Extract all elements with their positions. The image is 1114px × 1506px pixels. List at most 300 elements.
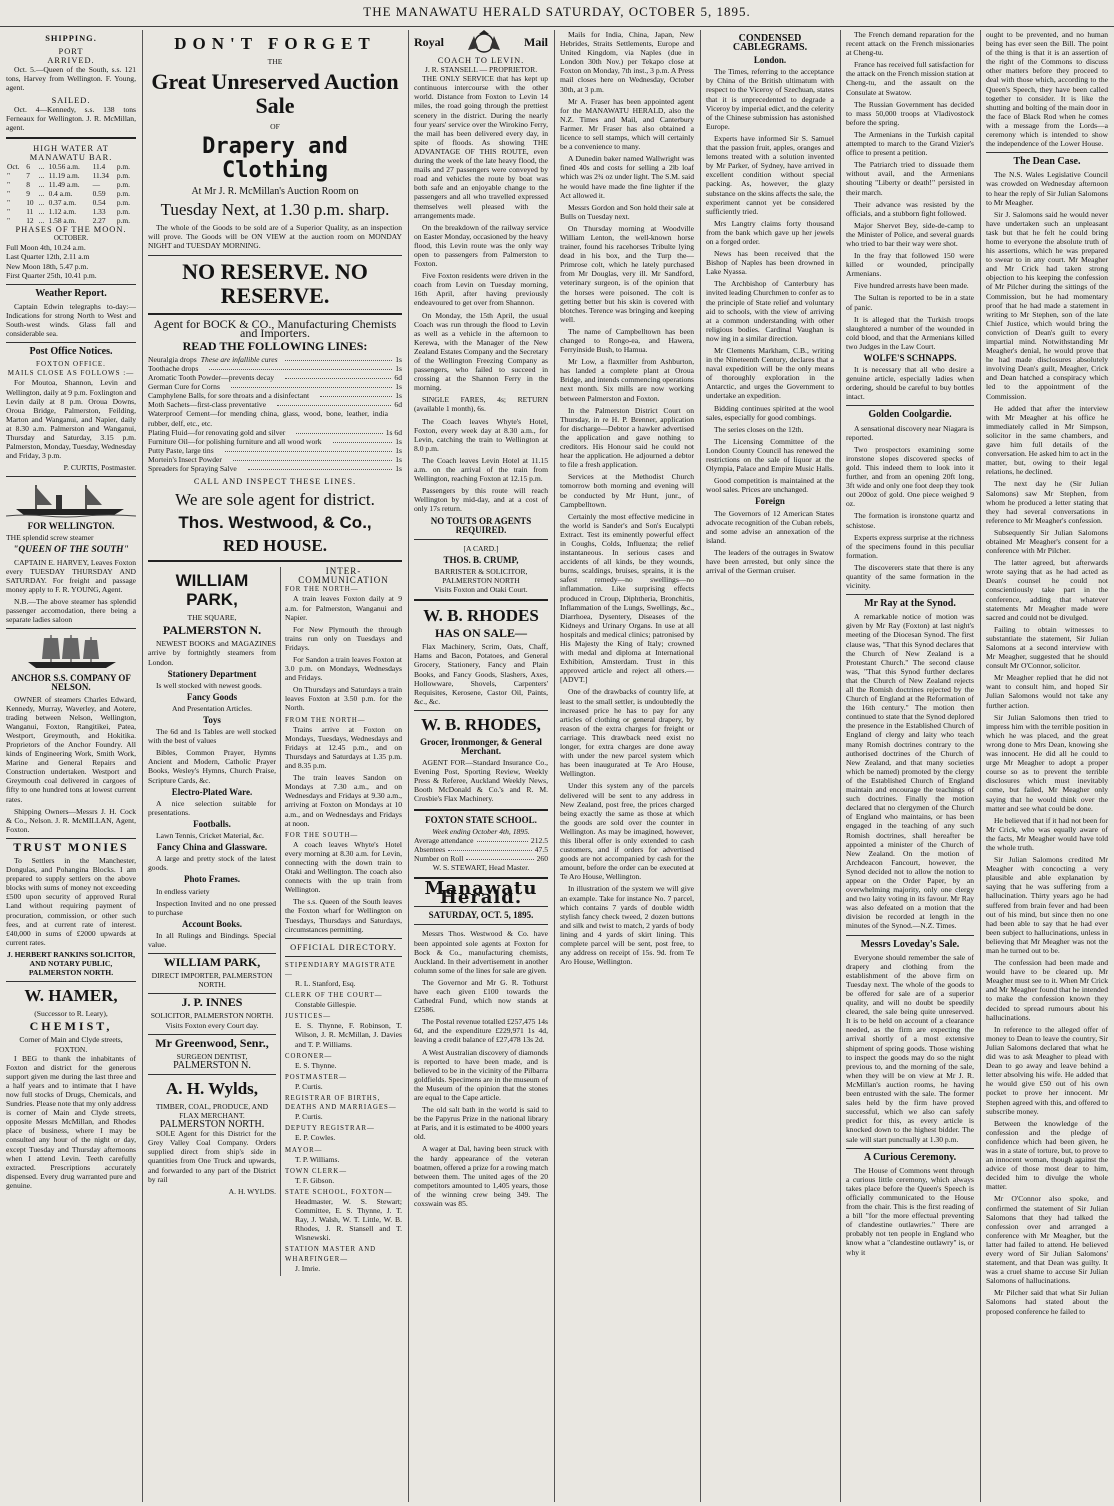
moon-line: Last Quarter 12th, 2.11 a.m [6, 252, 90, 262]
school-label: Average attendance [414, 835, 474, 845]
coach-leave-2: The Coach leaves Levin Hotel at 11.15 a.m. on the arrival of the train from Wellington, reaching Foxton at 12.15 p.m. [414, 455, 548, 484]
product-name: Moth Sachets—first-class preventative [148, 400, 267, 410]
north-2: For New Plymouth the through trains run only on Tuesdays and Fridays. [285, 624, 402, 652]
account-text: In all Rulings and Bindings. Special value. [148, 930, 276, 949]
dont-forget: DON'T FORGET [174, 34, 376, 53]
product-name: Toothache drops [148, 363, 199, 373]
product-line [148, 355, 402, 364]
editorial-2: The Governor and Mr G. R. Tothurst have each given £100 towards the Cathedral Fund, which now stands at £2586. [414, 977, 548, 1015]
product-price: 1s [395, 436, 402, 446]
foreign-12: The Sultan is reported to be in a state of panic. [846, 293, 974, 312]
mail-text-2: On the breakdown of the railway service on Easter Monday, occasioned by the heavy flood, this Levin route was the only way open to passengers from Palmerston to Foxton. [414, 222, 548, 269]
auction-whole: The whole of the Goods to be sold are of a Superior Quality, as an inspection will prove. The Goods will be ON VIEW at the auction room on MONDAY NIGHT and TUESDAY MORNING. [148, 223, 402, 251]
foreign-11: Five hundred arrests have been made. [854, 281, 969, 291]
product-price: 1s 6d [385, 427, 402, 437]
news-8: In the Palmerston District Court on Thursday, in re H. P. Brenner, application for discharge—Debtor a hawker advertised the application and gave nothing to creditors. His Honour said he could not hear the application. He adjourned a debtor to file a fresh application. [560, 405, 694, 470]
cable-location: London. [753, 55, 787, 66]
wylds-text: SOLE Agent for this District for the Grey Valley Coal Company. Orders supplied direct from ship's side in quantities from One Truck and upwards, and forwarded to any part of the District by rail [148, 1129, 276, 1184]
south-2: The s.s. Queen of the South leaves the Foxton wharf for Wellington on Tuesdays, Thursdays and Saturdays, circumstances permitting. [285, 897, 402, 934]
loveday-text: Everyone should remember the sale of drapery and clothing from the establishment of the above firm on Tuesday next. The whole of the goods to be offered for sale are of a superior quality, and will no doubt be speedily cleared, the sale being quite unreserved. It is to be held on account of a clearance needed, as the firm are expecting the arrival shortly of a most extensive shipment of spring goods. Those wishing to inspect the goods may do so the night previous to, and the morning of the sale, when they will be on view at Mr J. R. McMillan's auction rooms, he having been entrusted with the sale. The former sales held by the firm have proved successful, which we also can safely predict for this, as every article is knocked down to the highest bidder. The sale will start punctually at 1.30 p.m. [846, 952, 974, 1144]
gold-title: Golden Coolgardie. [868, 409, 952, 421]
sailing-1: Oct. 4—Kennedy, s.s. 138 tons Ferneaux for Wellington. J. R. McMillan, agent. [6, 104, 136, 132]
electro-title: Electro-Plated Ware. [171, 786, 253, 797]
tide-cell: 11.49 a.m. [48, 180, 80, 190]
arrival-1: Oct. 5.—Queen of the South, s.s. 121 tons, Harvey from Wellington. F. Young, agent. [6, 65, 136, 93]
tide-cell: 9 [26, 189, 30, 199]
tide-table [6, 162, 136, 225]
directory-value: Headmaster, W. S. Stewart; Committee, E. S. Thynne, J. T. Ray, J. Walsh, W. T. Little, W. B. Rhodes, J. R. Stansell and T. Wisnewski. [295, 1196, 402, 1243]
greenwood-title: Mr Greenwood, Senr., [155, 1035, 269, 1050]
cable-5: The Archbishop of Canterbury has invited leading Churchmen to confer as to the principle of State relief and voluntary aid to schools, with the view of arriving at a common understanding with other religious bodies. Cardinal Vaughan is now ing in a similar direction. [706, 279, 834, 343]
news-1: Mails for India, China, Japan, New Hebrides, Straits Settlements, Europe and United Kingdom, via Naples (due in London 30th Nov.) per Tekapo close at Foxton on Monday, 7th inst., 3 p.m. A Press mail closes here on Wednesday, October 30th, at 3 p.m. [560, 30, 694, 94]
school-value: 212.5 [530, 835, 548, 845]
tide-cell: 10.56 a.m. [48, 162, 80, 172]
park-news: NEWEST BOOKS and MAGAZINES arrive by fortnightly steamers from London. [148, 639, 276, 667]
tide-cell: " [7, 171, 11, 181]
coach-leave-3: Passengers by this route will reach Wellington by mid-day, and at a cost of only 17s return. [414, 486, 548, 514]
mail-text-1: THE ONLY SERVICE that has kept up continuous intercourse with the other world. Distance from Foxton to Levin 14 miles, the road going through the prettiest scenery in the district. During the nearly four years' service over the Wirokino Ferry, the mail has been delivered every day, in spite of floods. As showing THE ADVANTAGE OF THIS ROUTE, even during the week of the late heavy flood, the mails and 27 passengers were conveyed by road and vehicles the route by boat was both safe and an enjoyable change to the passengers and all who travelled expressed themselves well pleased with the arrangements made. [414, 74, 548, 220]
sailed-label: SAILED. [51, 95, 91, 105]
fares: SINGLE FARES, 4s; RETURN (available 1 month), 6s. [414, 395, 548, 414]
red-house: RED HOUSE. [223, 536, 327, 556]
product-price: 1s [395, 445, 402, 455]
leader-dots [225, 446, 393, 452]
tide-cell: ... [38, 189, 45, 199]
moon-line: Full Moon 4th, 10.24 a.m. [6, 243, 86, 253]
curious-cont: ought to be prevented, and no human being has ever seen the Bill. The point of the thing is that it is an assertion of the right of the Commons to discuss other matters before they proceed to deal with those which, according to the Queen's Speech, they have been called together to consider. It is like the shutting and bolting of the main door in the face of Black Rod when he comes with a message from the Lords—a ceremony which is intended to show the independence of the Lower House. [986, 30, 1108, 149]
innes-title: J. P. INNES [181, 995, 243, 1010]
wellington-title: FOR WELLINGTON. [27, 521, 115, 532]
shipping-title: SHIPPING. [45, 34, 97, 43]
dean-1: The N.S. Wales Legislative Council was crowded on Wednesday afternoon to hear the reply of Sir Julian Salomons to Mr Meagher. [986, 170, 1108, 207]
dean-8: Mr Meagher replied that he did not want to consult him, and hoped Sir Julian Salomons would not take any further action. [986, 673, 1108, 710]
fancy-sub: And Presentation Articles. [172, 703, 252, 713]
tide-cell: 2.27 [92, 216, 106, 226]
product-line [148, 400, 402, 409]
editorial-4: A West Australian discovery of diamonds is reported to have been made, and is believed to be in the vicinity of the Pilbarra goldfields. Specimens are in the museum of the Museum of the opinion that the stones are equal to the Cape article. [414, 1047, 549, 1102]
school-sign: W. S. STEWART, Head Master. [432, 863, 530, 873]
product-name: Plating Fluid—for renovating gold and silver [148, 427, 286, 437]
gold-3: The formation is ironstone quartz and schistose. [846, 511, 974, 530]
tide-cell: ... [38, 162, 45, 172]
directory-value: E. S. Thynne, F. Robinson, T. Wilson, J. R. McMillan, J. Davies and T. P. Williams. [295, 1021, 402, 1049]
foreign-10: In the fray that followed 150 were killed or wounded, principally Armenians. [846, 251, 974, 279]
curious-text: The House of Commons went through a curious little ceremony, which always takes place before the Queen's Speech is officially communicated to the House from the chair. This is the first reading of a bill "for the more effectual preventing of clandestine outlawries." There are probably not ten people in England who know what a "clandestine outlawry" is, or why it [846, 1165, 974, 1257]
directory-value: J. Imrie. [295, 1263, 321, 1273]
tide-cell: 6 [26, 162, 30, 172]
leader-dots [320, 391, 392, 397]
stationery-text: Is well stocked with newest goods. [156, 680, 262, 690]
dean-3: He added that after the interview with Mr Meagher at his office he immediately called in Mr Simpson, solicitor in the same chambers, and gave him full details of the conversation. He asked him to act in the matter, but, owing to their legal relations, he declined. [986, 403, 1108, 477]
bock-lines [148, 355, 402, 473]
innes-sub: SOLICITOR, PALMERSTON NORTH. Visits Foxton every Court day. [150, 1011, 274, 1030]
tide-cell: 0.4 a.m. [48, 189, 73, 199]
photo-text: In endless variety [156, 886, 210, 896]
cable-7: Bidding continues spirited at the wool sales, especially for good combings. [706, 403, 834, 422]
directory-heading: TOWN CLERK— [285, 1167, 348, 1175]
product-name: Camphylene Balls, for sore throats and a disinfectant [148, 391, 310, 401]
wylds-loc: PALMERSTON NORTH. [159, 1119, 265, 1131]
westwood-name: Thos. Westwood, & Co., [178, 513, 372, 533]
column-5 [556, 30, 698, 1502]
cable-4: News has been received that the Bishop of Naples has been drowned in Lake Nyassa. [706, 249, 834, 277]
tide-cell: p.m. [116, 216, 131, 226]
read-lines: READ THE FOLLOWING LINES: [182, 338, 368, 353]
leader-dots [285, 373, 391, 379]
herald-date: SATURDAY, OCT. 5, 1895. [428, 910, 534, 921]
bock-agent: Agent for BOCK & CO., Manufacturing Chemists and Importers. [153, 316, 397, 340]
park2-title: WILLIAM PARK, [163, 955, 261, 970]
product-price: 1s [395, 382, 402, 392]
foreign-7: The Patriarch tried to dissuade them without avail, and the Armenians shouting "Liberty or death!" persisted in their march. [846, 160, 974, 197]
park-title: WILLIAM PARK, [175, 571, 249, 610]
product-line [148, 428, 402, 437]
tide-cell: 1.58 a.m. [48, 216, 77, 226]
foreign-9: Major Shervet Bey, side-de-camp to the Minister of Police, and several guards who tried to bar their way were shot. [846, 220, 974, 248]
dean-10: He believed that if it had not been for Mr Crick, who was equally aware of the facts, Mr Meagher would have told the whole truth. [986, 815, 1108, 852]
tide-cell: ... [38, 171, 45, 181]
foreign-3: The French demand reparation for the recent attack on the French missionaries at Cheng-tu. [846, 30, 974, 58]
wellington-intro: THE splendid screw steamer [6, 533, 94, 543]
tide-cell: ... [38, 198, 45, 208]
dean-6: The latter agreed, but afterwards wrote saying that as he had acted as Dean's counsel he could not conscientiously take part in the conference, adding that whatever statements Mr Meagher made were sacred and could not be divulged. [986, 558, 1108, 622]
sole-agent: We are sole agent for district. [175, 490, 375, 510]
tide-cell: " [7, 180, 11, 190]
for-north: FOR THE NORTH— [285, 586, 359, 594]
tide-cell: — [92, 180, 100, 190]
greenwood-loc: PALMERSTON N. [173, 1059, 251, 1071]
anchor-owners: Shipping Owners—Messrs J. H. Cock & Co., Nelson. J. R. McMILLAN, Agent, Foxton. [6, 806, 136, 834]
news-4: Messrs Gordon and Son hold their sale at Bulls on Tuesday next. [560, 202, 694, 221]
tide-cell: 1.33 [92, 207, 106, 217]
leader-dots [296, 428, 382, 434]
cable-6: Mr Clements Markham, C.B., writing in the Nineteenth Century, declares that a naval expedition will be the only means of thoroughly exploration in the Antarctic, and urges the Government to undertake an expedition. [706, 346, 834, 401]
directory-heading: POSTMASTER— [285, 1073, 347, 1081]
post-sign: P. CURTIS, Postmaster. [63, 463, 136, 473]
column-1 [2, 30, 140, 1502]
tide-cell: p.m. [116, 189, 131, 199]
tide-cell: 10 [26, 198, 34, 208]
dean-13: In reference to the alleged offer of money to Dean to leave the country, Sir Julian Salomons declared that what he did was to ask Meagher to plead with Dean to go away and leave behind a letter absolving his wife. He added that he would give £50 out of his own pocket to prove her innocent. Mr Stephen agreed with this, and offered to subscribe money. [986, 1024, 1108, 1116]
foreign-6: The Armenians in the Turkish capital attempted to march to the Grand Vizier's office to present a petition. [846, 129, 974, 158]
from-north-1: Trains arrive at Foxton on Mondays, Tuesdays, Wednesdays and Fridays at 12.45 p.m., and on Thursdays and Saturdays at 1.35 p.m. and 8.35 p.m. [285, 724, 402, 771]
tide-cell: 11 [26, 207, 34, 217]
from-north-2: The train leaves Sandon on Mondays at 7.30 a.m., and on Wednesdays and Fridays at 9.30 a.m., arriving at Foxton on Mondays at 10 a.m., and on Wednesdays and Fridays at noon. [285, 773, 402, 828]
north-1: A train leaves Foxton daily at 9 a.m. for Palmerston, Wanganui and Napier. [285, 594, 402, 622]
leader-dots [231, 382, 392, 388]
wellington-nb: N.B.—The above steamer has splendid passenger accomodation, there being a separate ladies saloon [6, 597, 136, 625]
anchor-title: ANCHOR S.S. COMPANY OF NELSON. [11, 673, 131, 693]
anchor-text: OWNER of steamers Charles Edward, Kennedy, Murray, Waverley, and Aotere, trading between Nelson, Wellington, Wanganui, Foxton, Rangitikei, Patea, Westport, Greymouth, and Hokitika. Proprietors of the Anchor Foundry. All kinds of Engineering Work, Smith Work, Marine and General Repairs and Construction undertaken. Westport and Greymouth coal delivered in cargoes of fifty to one hundred tons at lowest current rates. [6, 694, 136, 804]
hamer-title: W. HAMER, [24, 986, 118, 1006]
dean-14: Between the knowledge of the confession and the pledge of confidence which had been given, he was in a state of torture, but, to prove to an innocent woman, though against the advice of those most dear to him, decided him to divulge the whole matter. [986, 1118, 1108, 1192]
directory-heading: DEPUTY REGISTRAR— [285, 1125, 375, 1133]
tide-cell: p.m. [116, 171, 131, 181]
fancy-title: Fancy Goods [186, 691, 238, 702]
directory-heading: STATION MASTER AND WHARFINGER— [285, 1246, 377, 1263]
product-line [148, 364, 402, 373]
gold-5: The discoverers state that there is any quantity of the same formation in the vicinity. [846, 562, 974, 591]
leader-dots [333, 437, 393, 443]
directory-value: Constable Gillespie. [295, 1000, 357, 1010]
school-label: Absentees [414, 844, 446, 854]
school-value: 47.5 [534, 844, 548, 854]
tide-cell: 7 [26, 171, 30, 181]
for-south: FOR THE SOUTH— [285, 831, 359, 839]
directory-heading: CLERK OF THE COURT— [285, 992, 383, 1000]
product-line [148, 464, 402, 473]
cable-1: The Times, referring to the acceptance by China of the British ultimatum with respect to the Viceroy of Szechuan, states that it is unprecedented to degrade a Viceroy by imperial edict, and the celerity of the Chinese submission has astonished Europe. [706, 67, 834, 131]
arrived-label: ARRIVED. [47, 56, 95, 66]
crump-visit: Visits Foxton and Otaki Court. [434, 585, 528, 595]
royal-label: Royal [414, 35, 444, 50]
coach-label: COACH TO LEVIN. [437, 56, 525, 65]
product-price: 1s [395, 391, 402, 401]
news-3: A Dunedin baker named Wallwright was fined 40s and costs for selling a 2lb loaf which was 2¾ oz under light. The S.M. said he would have made the fine lighter if the Act allowed it. [560, 154, 694, 200]
school-row [414, 854, 548, 863]
north-4: On Thursdays and Saturdays a train leaves Foxton at 3.50 p.m. for the North. [285, 685, 402, 713]
curious-title: A Curious Ceremony. [863, 1151, 957, 1163]
hamer-text: I BEG to thank the inhabitants of Foxton and district for the generous support given me during the last three and a half years and to intimate that I have now full stocks of Drugs, Chemicals, and Sundries. Please note that my only address is corner of Main and Clyde streets, opposite Messrs McMillan, and Rhodes place of business, where I may be consulted any hour of the night or day, except Tuesday and Thursday afternoons when I attend Levin. Teeth carefully extracted. Prescriptions accurately dispensed. Every drug warranted pure and genuine. [6, 1053, 136, 1190]
leader-dots [285, 355, 393, 361]
tide-cell: 0.54 [92, 198, 106, 208]
no-reserve: NO RESERVE. NO RESERVE. [182, 258, 368, 308]
tide-cell: ... [38, 180, 45, 190]
product-name: Aromatic Tooth Powder—prevents decay [148, 373, 275, 383]
china-text: A large and pretty stock of the latest goods. [148, 854, 276, 873]
toys-text: The 6d and 1s Tables are well stocked with the best of values [148, 727, 276, 746]
product-line [148, 373, 402, 382]
product-price: 1s [395, 463, 402, 473]
column-7 [842, 30, 978, 1502]
photo-title: Photo Frames. [184, 874, 240, 885]
column-2 [144, 30, 406, 1502]
column-6 [702, 30, 838, 1502]
tide-cell: 1.12 a.m. [48, 207, 77, 217]
inspect-text: Inspection Invited and no one pressed to purchase [148, 898, 276, 917]
football-text: Lawn Tennis, Cricket Material, &c. [156, 831, 264, 841]
rhodes-text-2: AGENT FOR—Standard Insurance Co., Evening Post, Sporting Review, Weekly Press & Referee, Auckland Weekly News, Booth McDonald & Co.'s and R. M. Crosbie's Flax Machinery. [414, 758, 548, 804]
gold-4: Experts express surprise at the richness of the specimens found in this peculiar formation. [846, 532, 974, 560]
trust-title: TRUST MONIES [13, 839, 129, 854]
product-name: Spreaders for Spraying Salve [148, 463, 237, 473]
tide-cell: " [7, 198, 11, 208]
dean-4: The next day he (Sir Julian Salomons) saw Mr Stephen, from whom he produced a letter stating that they had several conversations in reference to Mr Meagher's confession. [986, 479, 1108, 525]
foreign-5: The Russian Government has decided to mass 50,000 troops at Vladivostock before the spring. [846, 99, 974, 127]
auction-of: OF [270, 122, 280, 132]
tide-title: HIGH WATER AT MANAWATU BAR. [29, 143, 113, 163]
tide-cell: ... [38, 216, 45, 226]
product-price: 6d [394, 400, 402, 410]
wylds-title: A. H. Wylds, [165, 1078, 259, 1098]
news-5: On Thursday morning at Woodville William Lenton, the well-known horse trainer, found his racehorses Tribulte lying dead in his box, and the Turp the—Primrose colt, which he lately purchased from Mr Douglas, very ill. Mr Sandford, veterinary surgeon, is of the opinion that the horses were poisoned. The colt is getting better but his skin is covered with blotches. Terence was bringing and keeping well. [560, 223, 694, 324]
leader-dots [248, 464, 392, 470]
tide-row [6, 189, 136, 198]
news-9: Services at the Methodist Church tomorrow both morning and evening will be conducted by Mr Hunt, junr., of Campbelltown. [560, 472, 694, 509]
tide-row [6, 198, 136, 207]
rhodes-title-1: W. B. RHODES [423, 606, 539, 626]
foreign-4: France has received full satisfaction for the attack on the French mission station at Cheng-tu, and the assault on the Consulate at Swatow. [846, 60, 975, 97]
product-price: 1s [395, 454, 402, 464]
leader-dots [477, 836, 528, 842]
trust-sign: J. HERBERT RANKINS SOLICITOR, AND NOTARY PUBLIC, PALMERSTON NORTH. [7, 949, 135, 978]
drapery-clothing: Drapery and Clothing [202, 134, 348, 184]
cable-title: CONDENSED CABLEGRAMS. [732, 33, 808, 54]
crump-loc: PALMERSTON NORTH [442, 575, 520, 585]
news-10: Certainly the most effective medicine in the world is Sander's and Son's Eucalypti Extract. Test its eminently powerful effect in Coughs, Colds, Influenza; the relief instantaneous. In serious cases and accidents of all kinds, be they wounds, burns, scaldings, bruises, sprains, it is the safest remedy—no swellings—no inflammation. Like surprising effects produced in Croup, Diphtheria, Bronchitis, Inflammation of the Lungs, Swellings, &c., Diarrhoea, Dysentery, Diseases of the Kidneys and Urinary Organs. In use at all hospitals and medical clinics; patronised by His Majesty the King of Italy; crowned with medal and diploma at International Exhibition, Amsterdam. Trust in this approved article and reject all others.—[ADVT.] [560, 511, 694, 685]
editorial-5: The old salt bath in the world is said to be the Papyrus Prize in the national library at Paris, and it is estimated to be 4000 years old. [414, 1105, 548, 1142]
loveday-title: Messrs Loveday's Sale. [860, 938, 960, 950]
directory-heading: STIPENDIARY MAGISTRATE— [285, 961, 396, 978]
product-price: 6d [394, 373, 402, 383]
product-line [148, 391, 402, 400]
directory-heading: REGISTRAR OF BIRTHS, DEATHS AND MARRIAGES— [285, 1095, 397, 1112]
dean-7: Failing to obtain witnesses to substantiate the statement, Sir Julian Salomons at a second interview with Mr Meagher, suggested that he should consult Mr O'Connor, solicitor. [986, 624, 1108, 671]
rhodes-title-2: W. B. RHODES, [421, 714, 541, 734]
leader-dots [233, 455, 392, 461]
sailing-ship-illustration [6, 633, 136, 671]
school-value: 260 [536, 853, 548, 863]
auction-title: Great Unreserved Auction Sale [151, 69, 399, 119]
official-directory [285, 961, 402, 1273]
coach-leave-1: The Coach leaves Whyte's Hotel, Foxton, every week day at 8.30 a.m., for Levin, catching the train to Wellington at 8.0 p.m. [414, 416, 548, 453]
rhodes-text-1: Flax Machinery, Scrim, Oats, Chaff, Hams and Bacon, Potatoes, and General Grocery, Stationery, Fancy and Plain Books, and Fancy Goods, Slashers, Axes, Hollowware, Shovels, Carpenters' Requisites, Kerosene, Castor Oil, Paints, &c., &c. [414, 642, 548, 706]
royal-crest-icon [464, 30, 504, 56]
dean-12: The confession had been made and would have to be cleared up. Mr Meagher must see to it. When Mr Crick and Mr Meagher found that he intended to make the confession known they decided to spread rumours about his hallucinations. [986, 958, 1108, 1022]
product-name: Waterproof Cement—for mending china, glass, wood, bone, leather, india rubber, delf, etc., etc. [148, 409, 388, 428]
school-row [414, 845, 548, 854]
leader-dots [466, 854, 533, 860]
directory-heading: CORONER— [285, 1052, 333, 1060]
leader-dots [277, 400, 391, 406]
herald-title: Manawatu Herald. [424, 878, 538, 909]
moon-month: OCTOBER. [53, 234, 89, 243]
park-square: THE SQUARE, [187, 613, 237, 623]
tide-cell: 11.34 [92, 171, 109, 181]
tide-row [6, 162, 136, 171]
news-7: Mr Low, a flaxmiller from Ashburton, has landed a complete plant at Oroua Bridge, and intends commencing operations next month. Six mills are now working between Palmerston and Foxton. [560, 357, 694, 403]
tide-cell: p.m. [116, 180, 131, 190]
cable-8: The series closes on the 12th. [714, 424, 804, 434]
product-name: Mortein's Insect Powder [148, 454, 222, 464]
proprietor: J. R. STANSELL — PROPRIETOR. [424, 65, 538, 75]
wolfe-title: WOLFE'S SCHNAPPS. [863, 353, 957, 363]
post-title: Post Office Notices. [29, 346, 113, 358]
dean-15: Mr O'Connor also spoke, and confirmed the statement of Sir Julian Salomons that they had talked the confession over and arranged a conference with Mr Meagher, but the latter had failed to attend. He believed every word of Sir Julian Salomons' statement, and that Dean was guilty. It was a cruel shame to accuse Sir Julian Salomons of hallucinations. [986, 1194, 1108, 1286]
product-note: These are infallible cures [200, 354, 278, 364]
directory-value: R. L. Stanford, Esq. [295, 979, 356, 988]
product-price: 1s [395, 363, 402, 373]
directory-value: E. S. Thynne. [295, 1060, 337, 1070]
auction-tuesday: Tuesday Next, at 1.30 p.m. sharp. [160, 200, 390, 220]
directory-heading: STATE SCHOOL, FOXTON— [285, 1188, 393, 1196]
leader-dots [448, 845, 531, 851]
school-row [414, 836, 548, 845]
tide-row [6, 180, 136, 189]
cable-3: Mrs Langtry claims forty thousand from the bank which gave up her jewels on a forged order. [706, 218, 834, 246]
masthead: THE MANAWATU HERALD SATURDAY, OCTOBER 5, 1895. [0, 4, 1114, 27]
greenwood-sub: SURGEON DENTIST, [176, 1051, 248, 1061]
directory-value: P. Curtis. [295, 1112, 323, 1122]
hamer-sub: (Successor to R. Leary), [34, 1009, 108, 1019]
wellington-ship: "QUEEN OF THE SOUTH" [13, 544, 129, 555]
editorial-6: A wager at Dal, having been struck with the hardy appearance of the veteran boatmen, offered a prize for a rowing match between them. The united ages of the 20 competitors amounted to 1,405 years, those of the winning crew being 349. The coxswain was 85. [414, 1144, 548, 1209]
product-line [148, 455, 402, 464]
foreign-13: It is alleged that the Turkish troops slaughtered a number of the wounded in cold blood, and that the Armenians killed two Judges in the Law Court. [846, 314, 974, 351]
from-north: FROM THE NORTH— [285, 716, 366, 724]
directory-heading: JUSTICES— [285, 1013, 332, 1021]
crump-name: THOS. B. CRUMP, [443, 554, 519, 565]
foreign-1: The Governors of 12 American States advocate recognition of the Cuban rebels, and some advise an annexation of the island. [706, 508, 834, 545]
editorial-3: The Postal revenue totalled £257,475 14s 6d, and the expenditure £229,971 1s 4d, leaving a credit balance of £27,478 13s 2d. [414, 1017, 548, 1045]
moon-title: PHASES OF THE MOON. [15, 225, 127, 235]
rhodes-sub-1: HAS ON SALE— [434, 626, 528, 641]
official-title: OFFICIAL DIRECTORY. [290, 942, 397, 952]
mail-label: Mail [524, 35, 548, 50]
editorial-1: Messrs Thos. Westwood & Co. have been appointed sole agents at Foxton for Bock & Co., manufacturing chemists, Auckland. In their advertisement in another column some of the lines for sale are given. [414, 929, 548, 975]
news-6: The name of Campbelltown has been changed to Rongo-ea, and Hawera, Ferryinside Bush, to Hamua. [560, 326, 694, 355]
product-name: Putty Paste, large tins [148, 445, 214, 455]
park-town: PALMERSTON N. [162, 623, 262, 638]
product-name: Furniture Oil—for polishing furniture and all wood work [148, 436, 322, 446]
toys-title: Toys [203, 715, 221, 725]
account-title: Account Books. [181, 918, 242, 929]
wellington-text: CAPTAIN E. HARVEY, Leaves Foxton every TUESDAY THURSDAY AND SATURDAY. For freight and passage money apply to F. R. YOUNG, Agent. [6, 557, 136, 594]
dean-title: The Dean Case. [1013, 156, 1081, 168]
mail-text-3: Five Foxton residents were driven in the coach from Levin on Tuesday morning, 16th April, after having previously endeavoured to get over from Shannon. [414, 271, 548, 308]
south-1: A coach leaves Whyte's Hotel every morning at 8.30 a.m. for Levin, connecting with the down train to Otaki and Wellington. The coach also connects with the up train from Wellington. [285, 839, 402, 895]
tide-row [6, 171, 136, 180]
tide-cell: 12 [26, 216, 34, 226]
post-sub: FOXTON OFFICE. [36, 360, 106, 369]
moon-line: First Quarter 25th, 10.41 p.m. [6, 270, 97, 280]
no-touts: NO TOUTS OR AGENTS REQUIRED. [430, 515, 532, 535]
directory-value: T. F. Gibson. [295, 1175, 335, 1185]
moon-lines [6, 243, 136, 279]
school-week: Week ending October 4th, 1895. [432, 826, 530, 836]
bibles-text: Bibles, Common Prayer, Hymns Ancient and Modern, Catholic Prayer Books, Wesley's Hymns, Church Praise, Scripture Cards, &c. [148, 748, 276, 785]
column-8 [982, 30, 1112, 1502]
news-11: One of the drawbacks of country life, at least to the small settler, is undoubtedly the increased price he has to pay for any articles of clothing or general drapery, by reason of the extra charges for freight or carriage. This drawback need exist no longer, for extra charges are done away with under the new parcel system which has been inaugurated at Te Aro House, Wellington. [560, 687, 694, 779]
hamer-location: Corner of Main and Clyde streets, FOXTON. [19, 1035, 123, 1054]
auction-at: At Mr J. R. McMillan's Auction Room on [191, 186, 359, 198]
steamship-illustration [6, 481, 136, 519]
crump-sub: BARRISTER & SOLICITOR, [434, 566, 528, 576]
tide-row [6, 216, 136, 225]
post-mails: MAILS CLOSE AS FOLLOWS :— [7, 369, 135, 378]
tide-cell: 11.19 a.m. [48, 171, 80, 181]
moon-line: New Moon 18th, 5.47 p.m. [6, 261, 89, 271]
tide-cell: Oct. [7, 162, 20, 172]
news-2: Mr A. Fraser has been appointed agent for the MANAWATU HERALD, also the N.Z. Times and Mail, and Canterbury Farmer. Mr Fraser has also obtained a licence to sell stamps, which will certainly be a convenience to many. [560, 96, 694, 152]
cable-9: The Licensing Committee of the London County Council has renewed the restrictions on the sale of liquor at the Olympia, Palace and Empire Music Halls. [706, 436, 835, 474]
school-title: FOXTON STATE SCHOOL. [425, 814, 537, 825]
synod-title: Mr Ray at the Synod. [864, 598, 956, 610]
gold-1: A sensational discovery near Niagara is reported. [846, 423, 974, 442]
football-title: Footballs. [193, 818, 231, 829]
tide-cell: " [7, 216, 11, 226]
gold-2: Two prospectors examining some ironstone slopes discovered specks of gold. This indeed them to look into it further, and from an opening 20ft long, 3ft wide and only one foot deep they took out 200oz of gold. One piece weighed 9 oz. [846, 444, 974, 509]
tide-row [6, 207, 136, 216]
north-3: For Sandon a train leaves Foxton at 3.0 p.m. on Mondays, Wednesdays and Fridays. [285, 655, 402, 683]
tide-cell: " [7, 189, 11, 199]
post-text: For Moutoa, Shannon, Levin and Wellington, daily at 9 p.m. Foxlington and Levin daily at 8 p.m. Oroua Downs, Oroua Bridge, Palmerston, Feilding, Marton and Wanganui, and Napier, daily at 8.30 a.m. Palmerston and Wanganui, Thursday and Saturday, 3.15 p.m. Palmerston, Monday, Tuesday, Wednesday and Friday, 3 p.m. [6, 378, 136, 461]
cable-10: Good competition is maintained at the wool sales. Prices are unchanged. [706, 476, 834, 495]
weather-text: Captain Edwin telegraphs to-day:—Indications for strong North to West and South-west winds. Glass fall and considerable sea. [6, 301, 136, 339]
leader-dots [209, 364, 392, 370]
foreign-title: Foreign [755, 496, 785, 507]
product-line [148, 409, 402, 427]
